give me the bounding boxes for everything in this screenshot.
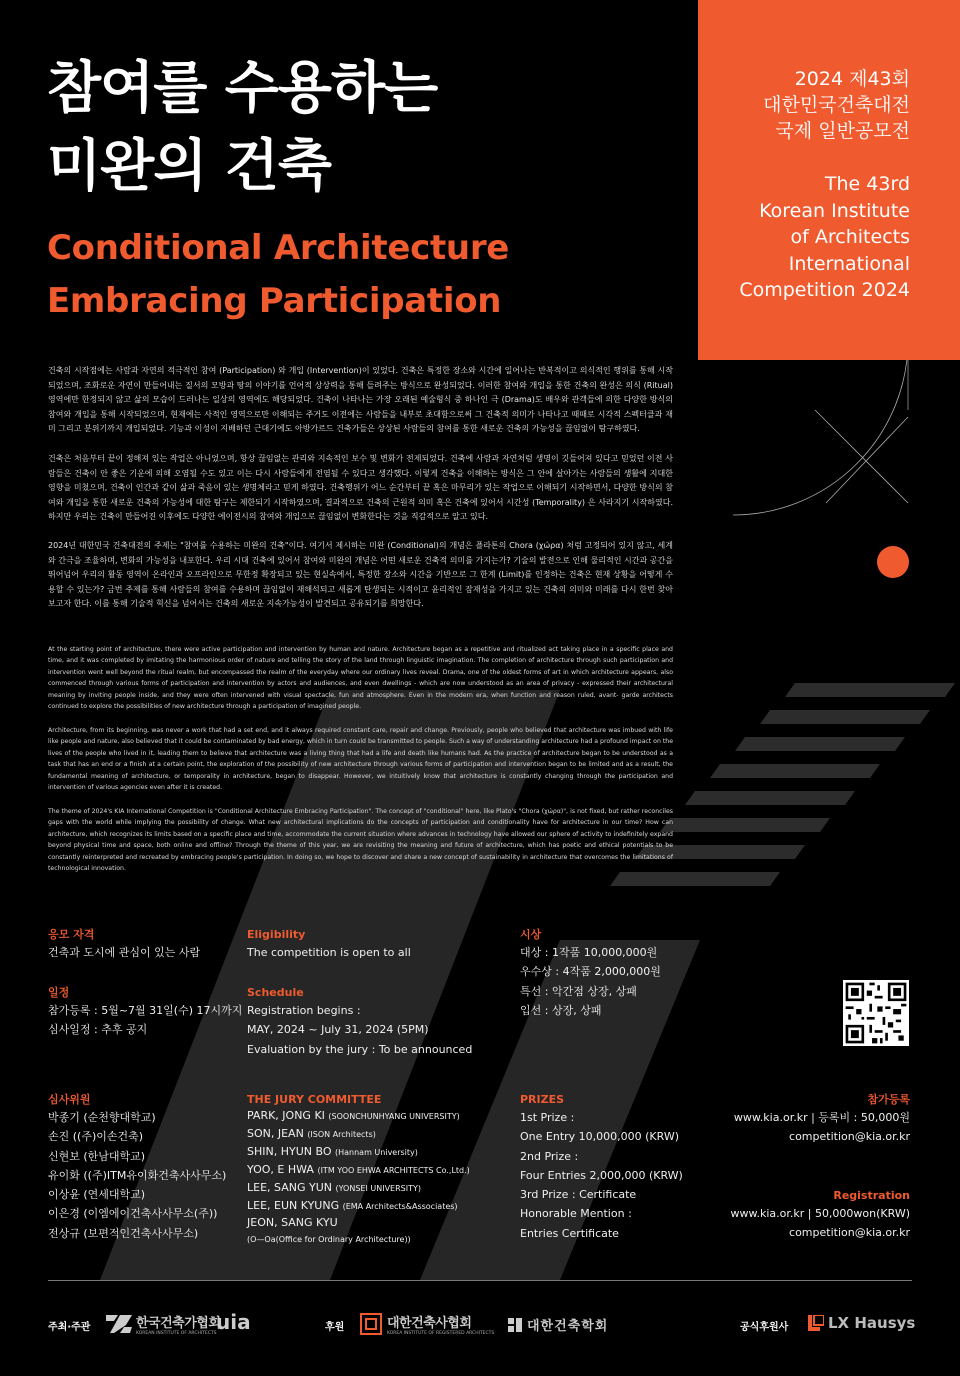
jury-member: 이은경 (이엠에이건축사사무소(주)) [48,1207,218,1221]
jury-org: (YONSEI UNIVERSITY) [335,1183,421,1193]
footer-divider [48,1280,912,1281]
jury-org: (Hannam University) [335,1147,418,1157]
info-line: 건축과 도시에 관심이 있는 사람 [48,946,201,959]
lx-hausys-logo [808,1314,915,1332]
jury-member: 신현보 (한남대학교) [48,1149,146,1163]
uia-logo: uia [216,1310,251,1334]
info-line: 심사일정 : 추후 공지 [48,1023,148,1037]
eligibility-ko [48,927,200,962]
box-en-line: The 43rd [824,173,910,195]
prize-line: Entries Certificate [520,1226,619,1240]
registration-email[interactable]: competition@kia.or.kr [789,1226,910,1240]
jury-name: SON, JEAN [247,1126,304,1140]
jury-en [247,1092,470,1249]
title-korean-line2: 미완의 건축 [47,134,331,199]
prize-line: 2nd Prize : [520,1149,579,1163]
jury-member: 이상윤 (연세대학교) [48,1188,146,1202]
jury-member [247,1162,470,1180]
jury-org: (ITM YOO EHWA ARCHITECTS Co.,Ltd.) [317,1165,470,1175]
box-en-line: of Architects [790,226,910,248]
section-heading: Eligibility [247,928,306,941]
jury-name: PARK, JONG KI [247,1109,325,1122]
awards-ko [520,927,661,1020]
registration-link[interactable]: www.kia.or.kr | 등록비 : 50,000원 [733,1111,910,1124]
jury-member: 유이화 ((주)ITM유이화건축사사무소) [48,1168,227,1182]
info-line: MAY, 2024 ~ July 31, 2024 (5PM) [247,1023,429,1037]
section-heading: 참가등록 [867,1093,910,1106]
section-heading: Registration [833,1189,910,1202]
eligibility-en [247,927,411,962]
info-line: The competition is open to all [247,946,411,959]
kia-logo [106,1312,220,1336]
schedule-en [247,985,472,1059]
prize-line: Four Entries 2,000,000 (KRW) [520,1168,683,1182]
jury-member [247,1180,470,1198]
intro-paragraph-ko-1: 건축의 시작점에는 사람과 자연의 적극적인 참여 (Participation) 와 개입 (Intervention)이 있었다. 건축은 특정한 장소와 시간에 일어나는 반복적이고 의식적인 행위를 통해 시작되었으며, 조화로운 자연이 만들어내는 질서의 모방과 땅의 이야기를 언어적 상상력을 통해 들려주는 방식으로 완성되었다. 이러한 참여와 개입을 통한 건축의 완성은 의식 (Ritual) 영역에만 한정되지 않고 삶의 모습이 드러나는 일상의 영역에도 해당되었다. 건축이 나타나는 가장 오래된 예술형식 중 하나인 극 (Drama)도 배우와 관객들에 의한 다양한 방식의 참여와 개입을 통해 시작되었으며, 현재에는 사적인 영역으로만 이해되는 주거도 이전에는 사람들을 내부로 초대함으로써 그 건축적 의미가 나타나고 때때로 시각적 스펙터클과 재미 그리고 분위기까지 개입되었다. 기능과 이성이 지배하던 근대기에도 아방가르드 건축가들은 상상된 사람들의 참여를 통한 새로운 건축의 가능성을 끊임없이 탐구하였다. [48,366,673,434]
registration-ko [734,1092,910,1147]
prize-line: 3rd Prize : Certificate [520,1188,637,1202]
section-heading: 일정 [48,986,70,999]
official-sponsor-label: 공식후원사 [740,1322,789,1333]
intro-paragraph-en-2: Architecture, from its beginning, was never a work that had a set end, and it always required constant care, repair and change. Previously, people who believed that architecture was imbued with life like people and nature, also believed that it could be contaminated by bad energy, which in turn could be transmitted to people. Such a way of understanding architecture had a profound impact on the lives of the people who lived in it, leading them to believe that architecture was a living thing that had a life and death like humans had. As the practice of architecture began to be understood as a task that has an end or a finish at a certain point, the exploration of the possibility of new architecture through various forms of participation and intervention began to be limited and as a result, the fundamental meaning of architecture, or temporality in architecture, began to disappear. However, we intuitively know that architecture is constantly changing through the participation and intervention of various agencies even after it is created. [48,727,673,792]
jury-member: 손진 ((주)이손건축) [48,1130,144,1144]
jury-member [247,1126,470,1144]
section-heading: Schedule [247,986,304,999]
jury-name: LEE, SANG YUN [247,1180,332,1194]
info-line: 입선 : 상장, 상패 [520,1003,602,1017]
jury-member [247,1108,470,1126]
qr-code[interactable] [843,980,909,1046]
info-line: 우수상 : 4작품 2,000,000원 [520,965,661,979]
intro-paragraph-ko-3: 2024년 대한민국 건축대전의 주제는 "참여를 수용하는 미완의 건축"이다. 여기서 제시하는 미완 (Conditional)의 개념은 플라톤의 Chora (χώρα) 처럼 고정되어 있지 않고, 세계와 간극을 조율하며, 변화의 가능성을 내포한다. 우리 시대 건축에 있어서 참여와 미완의 개념은 어떤 새로운 건축적 의미를 가지는가? 기술의 발전으로 인해 물리적인 시간과 공간을 뛰어넘어 우리의 활동 영역이 온라인과 오프라인으로 무한정 확장되고 있는 현실속에서, 특정한 장소와 시간을 기반으로 그 한계 (Limit)를 인정하는 건축은 현재 상황을 어떻게 수용할 수 있는가? 금번 주제를 통해 사람들의 참여를 수용하며 끊임없이 재해석되고 새롭게 탄생되는 시적이고 윤리적인 잠재성을 가지고 있는 건축의 의미와 미래를 다시 한번 찾아보고자 한다. 이를 통해 기술적 혁신을 넘어서는 건축의 새로운 지속가능성이 발견되고 공유되기를 희망한다. [48,541,673,609]
kira-logo-icon [360,1313,382,1335]
jury-org: (ISON Architects) [307,1129,376,1139]
section-heading: PRIZES [520,1093,565,1106]
box-en-line: Korean Institute [759,199,910,222]
box-en-line: Competition 2024 [739,279,910,301]
registration-en [730,1188,910,1243]
jury-name: LEE, EUN KYUNG [247,1198,340,1212]
competition-name-english [690,171,910,304]
kira-logo-sub: KOREA INSTITUTE OF REGISTERED ARCHITECTS [387,1331,495,1336]
aik-logo-icon [508,1318,522,1332]
sponsor-label: 후원 [325,1322,345,1333]
info-line: 특선 : 악간점 상장, 상패 [520,984,637,998]
kia-logo-sub: KOREAN INSTITUTE OF ARCHITECTS [136,1331,217,1336]
jury-member [247,1144,470,1162]
section-heading: 심사위원 [48,1093,91,1106]
box-en-line: International [788,252,910,275]
title-english-line1: Conditional Architecture [47,228,510,268]
jury-name: JEON, SANG KYU [247,1216,338,1230]
competition-name-korean [690,66,910,144]
prizes-en [520,1092,683,1243]
jury-name: SHIN, HYUN BO [247,1144,332,1158]
intro-paragraph-en-1: At the starting point of architecture, there were active participation and intervention by human and nature. Architecture began as a repetitive and ritualized act taking place in a specific place and time, and it was completed by imitating the harmonious order of nature and telling the story of the land through linguistic imagination. The completion of architecture through such participation and intervention went well beyond the ritual realm, but encompassed the realm of the everyday where our ordinary lives reveal. Drama, one of the oldest forms of art in which architecture appears, also commenced through various forms of participation and intervention by actors and audiences, and even dwellings - which are now understood as an area of privacy - expressed their architectural meaning by inviting people inside, and they were often intervened with visual spectacle, fun and atmosphere. Even in the modern era, when function and reason ruled, avant- garde architects continued to explore the possibilities of new architecture through a participation of imagined people. [48,646,673,711]
prize-line: One Entry 10,000,000 (KRW) [520,1130,680,1144]
host-label: 주최·주관 [48,1322,91,1333]
jury-member: 박종기 (순천향대학교) [48,1111,156,1124]
section-heading: THE JURY COMMITTEE [247,1093,382,1106]
kia-logo-icon [106,1313,132,1335]
info-line: 참가등록 : 5월~7월 31일(수) 17시까지 [48,1004,243,1017]
jury-ko [48,1092,226,1243]
box-ko-line: 대한민국건축대전 [763,94,910,116]
info-line: 대상 : 1작품 10,000,000원 [520,946,658,959]
info-line: Registration begins : [247,1004,361,1017]
intro-paragraph-en-3: The theme of 2024's KIA International Competition is "Conditional Architecture Embracing Participation". The concept of "conditional" here, like Plato's "Chora (χώρα)", is not fixed, but rather reconciles gaps with the world while implying the possibility of change. What new architectural implications do the concepts of participation and conditionality have for architecture in our time? How can architecture, which recognizes its limits based on a specific place and time, accommodate the current situation where advances in technology have allowed our sphere of activity to indefinitely expand beyond physical time and space, both online and offline? Through the theme of this year, we are revisiting the meaning and future of architecture, which has poetic and ethical potentials to be constantly reinterpreted and recreated by embracing people's participation. In doing so, we hope to discover and share a new concept of sustainability in architecture that overcomes the limitations of technological innovation. [48,808,673,873]
lx-hausys-logo-icon [808,1315,824,1331]
aik-logo-text: 대한건축학회 [527,1319,609,1334]
box-ko-line: 2024 제43회 [794,68,910,90]
jury-member [247,1215,470,1232]
kia-logo-text: 한국건축가협회 [136,1316,221,1331]
jury-name: YOO, E HWA [247,1162,314,1176]
prize-line: Honorable Mention : [520,1207,632,1221]
registration-email[interactable]: competition@kia.or.kr [789,1130,910,1144]
info-line: Evaluation by the jury : To be announced [247,1042,473,1056]
title-korean-line1: 참여를 수용하는 [47,56,438,121]
kira-logo [360,1312,494,1336]
schedule-ko [48,985,242,1040]
kira-logo-text: 대한건축사협회 [387,1316,472,1331]
box-ko-line: 국제 일반공모전 [775,120,910,142]
title-english [47,222,607,328]
jury-org: (O—Oa(Office for Ordinary Architecture)) [247,1235,411,1245]
jury-org: (SOONCHUNHYANG UNIVERSITY) [328,1112,460,1121]
prize-line: 1st Prize : [520,1111,575,1124]
jury-member: 전상규 (보편적인건축사사무소) [48,1226,199,1240]
lx-hausys-logo-text: LX Hausys [828,1314,916,1332]
jury-org: (EMA Architects&Associates) [342,1201,458,1211]
section-heading: 응모 자격 [48,928,95,941]
section-heading: 시상 [520,928,542,941]
aik-logo [508,1315,608,1334]
intro-paragraph-ko-2: 건축은 처음부터 끝이 정해져 있는 작업은 아니었으며, 항상 끊임없는 관리와 지속적인 보수 및 변화가 전제되었다. 건축에 사람과 자연처럼 생명이 깃들어져 있다고 믿었던 이전 사람들은 건축이 안 좋은 기운에 의해 오염될 수도 있고 이는 다시 사람들에게 전염될 수 있다고 생각했다. 이렇게 건축을 이해하는 방식은 그 안에 살아가는 사람들의 생활에 지대한 영향을 미쳤으며, 건축이 인간과 같이 삶과 죽음이 있는 생명체라고 믿게 하였다. 건축행위가 어느 순간부터 끝 혹은 마무리가 있는 작업으로 이해되기 시작하면서, 다양한 방식의 참여와 개입을 통한 새로운 건축의 가능성에 대한 탐구는 제한되기 시작하였으며, 결과적으로 건축의 근원적 의미 혹은 건축에 있어서 시간성 (Temporality) 은 사라지기 시작하였다. 하지만 우리는 건축이 만들어진 이후에도 다양한 에이전시의 참여와 개입으로 끊임없이 변화한다는 것을 직감적으로 알고 있다. [48,454,673,522]
title-english-line2: Embracing Participation [47,281,502,321]
registration-link[interactable]: www.kia.or.kr | 50,000won(KRW) [730,1207,910,1220]
jury-member [247,1198,470,1216]
title-korean [47,50,607,206]
